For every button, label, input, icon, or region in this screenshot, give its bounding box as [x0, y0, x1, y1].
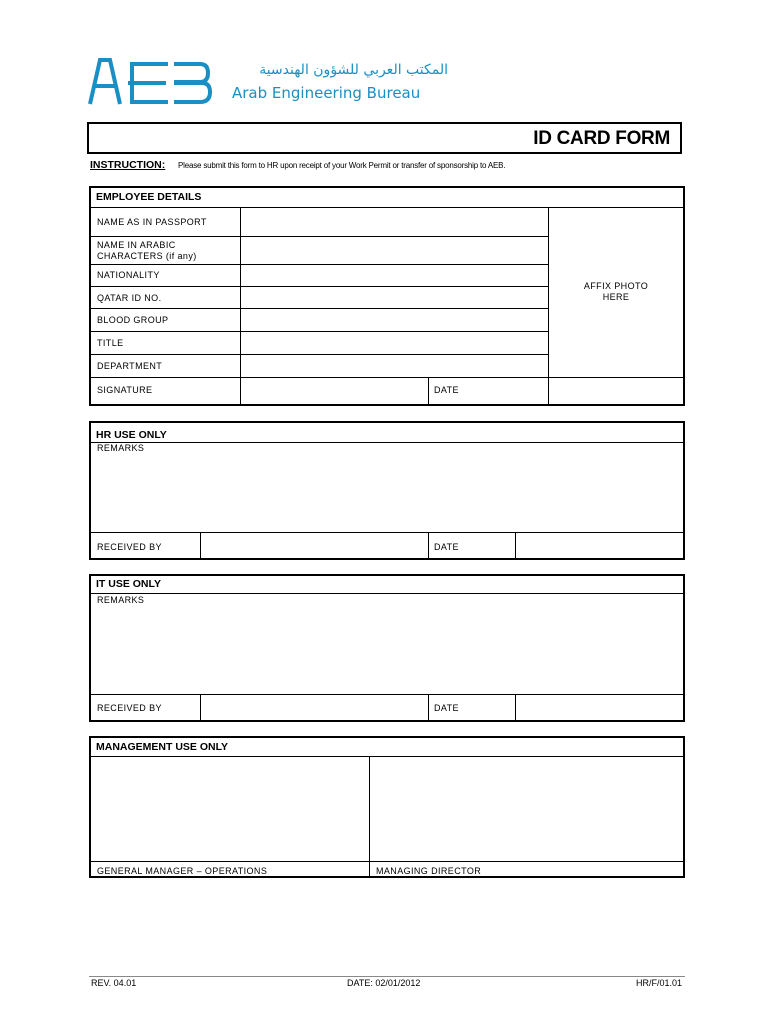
- footer-divider: [89, 976, 685, 977]
- form-title-box: [87, 122, 682, 154]
- form-title: ID CARD FORM: [533, 128, 670, 149]
- instruction: [90, 159, 505, 171]
- label-date: DATE: [434, 542, 459, 552]
- instruction-label: INSTRUCTION:: [90, 159, 166, 171]
- label-signature: SIGNATURE: [97, 385, 153, 395]
- footer-revision: REV. 04.01: [91, 978, 137, 988]
- hr-use-section: [89, 421, 685, 560]
- employee-details-section: [89, 186, 685, 406]
- label-name-arabic-line1: NAME IN ARABIC: [97, 240, 176, 250]
- section-heading: MANAGEMENT USE ONLY: [96, 741, 229, 753]
- label-department: DEPARTMENT: [97, 361, 163, 371]
- section-heading: IT USE ONLY: [96, 578, 161, 590]
- section-heading: EMPLOYEE DETAILS: [96, 191, 202, 203]
- instruction-text: Please submit this form to HR upon receipt of your Work Permit or transfer of sponsorship to AEB.: [178, 161, 506, 170]
- label-name-passport: NAME AS IN PASSPORT: [97, 217, 207, 227]
- photo-placeholder-line1: AFFIX PHOTO: [583, 281, 649, 291]
- section-heading: HR USE ONLY: [96, 429, 167, 441]
- photo-placeholder-line2: HERE: [602, 292, 630, 302]
- footer-date: DATE: 02/01/2012: [347, 978, 421, 988]
- company-name-arabic: المكتب العربي للشؤون الهندسية: [259, 62, 448, 78]
- label-qatar-id: QATAR ID NO.: [97, 293, 162, 303]
- label-managing-director: MANAGING DIRECTOR: [376, 866, 482, 876]
- label-received-by: RECEIVED BY: [97, 542, 162, 552]
- label-blood-group: BLOOD GROUP: [97, 315, 169, 325]
- label-date: DATE: [434, 385, 459, 395]
- aeb-logo: [88, 56, 214, 106]
- label-remarks: REMARKS: [97, 443, 145, 453]
- it-use-section: [89, 574, 685, 722]
- footer-form-code: HR/F/01.01: [635, 978, 682, 988]
- label-received-by: RECEIVED BY: [97, 703, 162, 713]
- label-date: DATE: [434, 703, 459, 713]
- label-title: TITLE: [97, 338, 124, 348]
- label-nationality: NATIONALITY: [97, 270, 160, 280]
- label-remarks: REMARKS: [97, 595, 145, 605]
- label-general-manager: GENERAL MANAGER – OPERATIONS: [97, 866, 268, 876]
- company-name-english: Arab Engineering Bureau: [232, 84, 421, 102]
- management-use-section: [89, 736, 685, 878]
- label-name-arabic-line2: CHARACTERS (if any): [97, 251, 197, 261]
